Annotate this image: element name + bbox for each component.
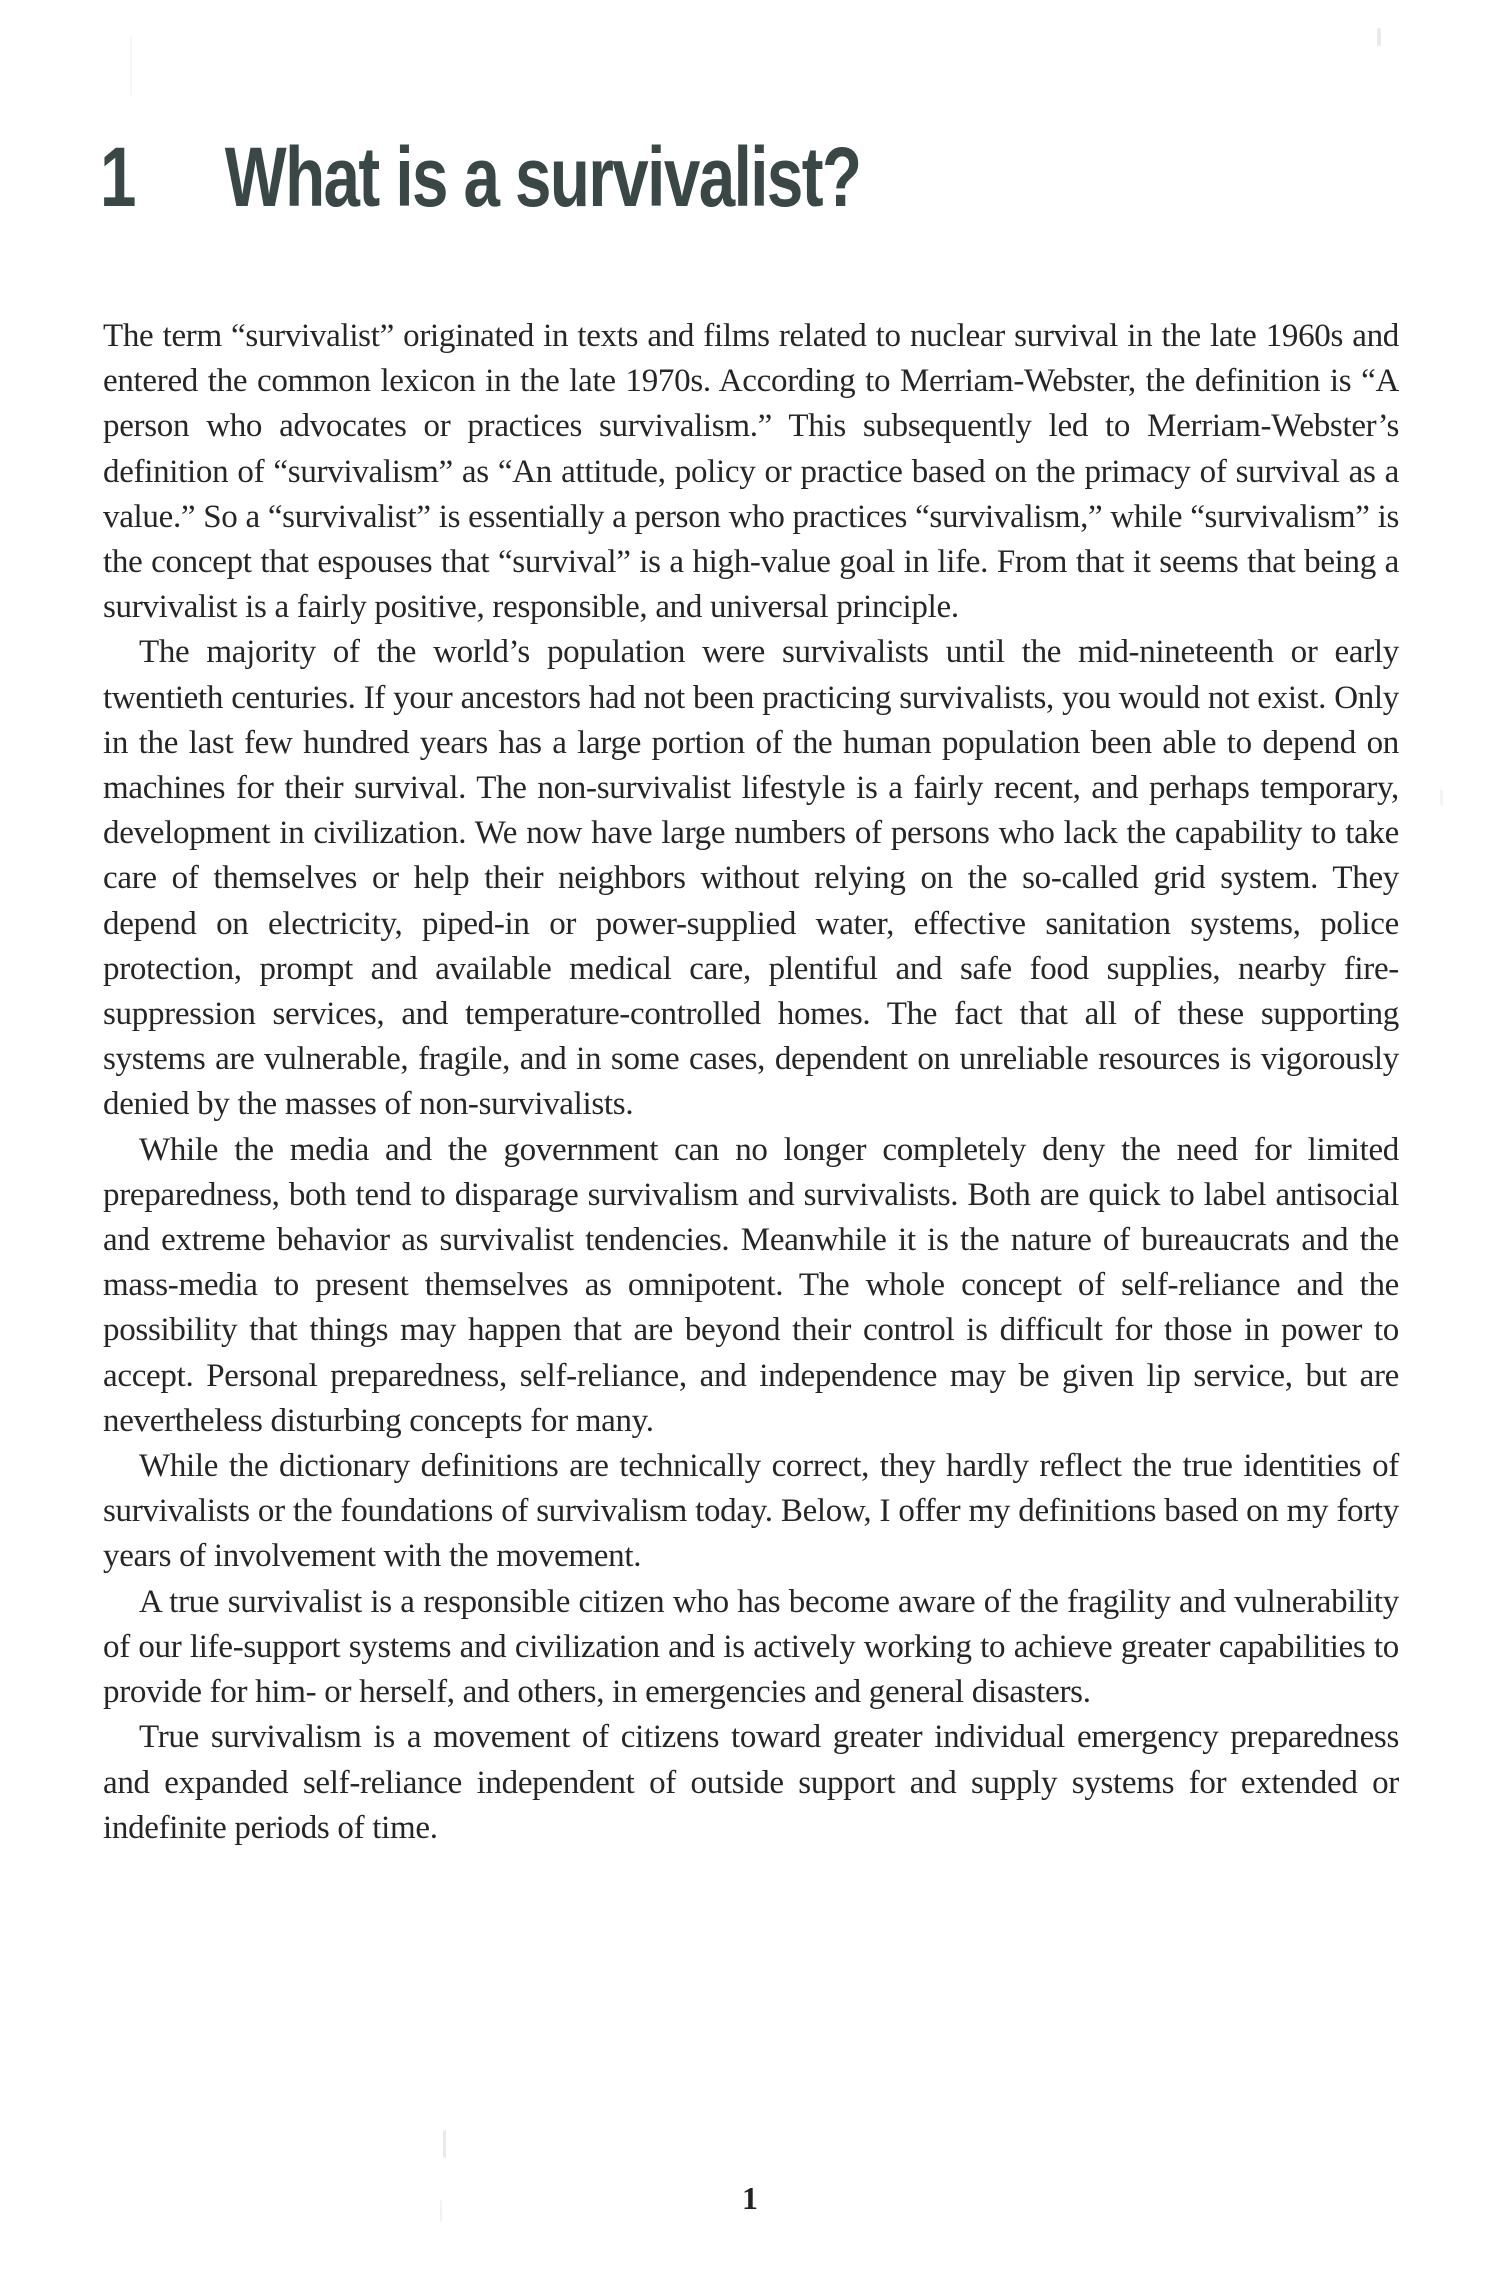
chapter-heading: [100, 132, 860, 222]
paragraph: The majority of the world’s population were survivalists until the mid-nineteenth or early twentieth centuries. If your ancestors had not been practicing survivalists, you would not exist. Only in the last few hundred years has a large portion of the human population been able to depend on machines for their survival. The non-survivalist lifestyle is a fairly recent, and perhaps temporary, development in civilization. We now have large numbers of persons who lack the capability to take care of themselves or help their neighbors without relying on the so-called grid system. They depend on electricity, piped-in or power-supplied water, effective sanitation systems, police protection, prompt and available medical care, plentiful and safe food supplies, nearby fire-suppression services, and temperature-controlled homes. The fact that all of these supporting systems are vulnerable, fragile, and in some cases, dependent on unreliable resources is vigorously denied by the masses of non-survivalists.: [103, 634, 1399, 1123]
scan-artifact: [443, 2130, 446, 2158]
chapter-title: What is a survivalist?: [224, 130, 861, 224]
scan-artifact: [130, 36, 132, 96]
paragraph: A true survivalist is a responsible citizen who has become aware of the fragility and vulnerability of our life-support systems and civilization and is actively working to achieve greater capabilities to provide for him- or herself, and others, in emergencies and general disasters.: [103, 1583, 1399, 1711]
paragraph: While the media and the government can no longer completely deny the need for limited preparedness, both tend to disparage survivalism and survivalists. Both are quick to label antisocial and extreme behavior as survivalist tendencies. Meanwhile it is the nature of bureaucrats and the mass-media to present themselves as omnipotent. The whole concept of self-reliance and the possibility that things may happen that are beyond their control is difficult for those in power to accept. Personal preparedness, self-reliance, and independence may be given lip service, but are nevertheless disturbing concepts for many.: [103, 1131, 1399, 1439]
page-number: 1: [742, 2180, 758, 2216]
scan-artifact: [1377, 28, 1381, 46]
paragraph: True survivalism is a movement of citizens toward greater individual emergency preparedness and expanded self-reliance independent of outside support and supply systems for extended or indefinite periods of time.: [103, 1719, 1399, 1846]
paragraph: While the dictionary definitions are technically correct, they hardly reflect the true identities of survivalists or the foundations of survivalism today. Below, I offer my definitions based on my forty years of involvement with the movement.: [103, 1448, 1399, 1575]
scan-artifact: [1440, 790, 1443, 806]
chapter-body: [103, 314, 1399, 1851]
paragraph: The term “survivalist” originated in texts and films related to nuclear survival in the late 1960s and entered the common lexicon in the late 1970s. According to Merriam-Webster, the definition is “A person who advocates or practices survivalism.” This subsequently led to Merriam-Webster’s definition of “survivalism” as “An attitude, policy or practice based on the primacy of survival as a value.” So a “survivalist” is essentially a person who practices “survivalism,” while “survivalism” is the concept that espouses that “survival” is a high-value goal in life. From that it seems that being a survivalist is a fairly positive, responsible, and universal principle.: [103, 318, 1399, 626]
chapter-number: 1: [100, 130, 135, 224]
